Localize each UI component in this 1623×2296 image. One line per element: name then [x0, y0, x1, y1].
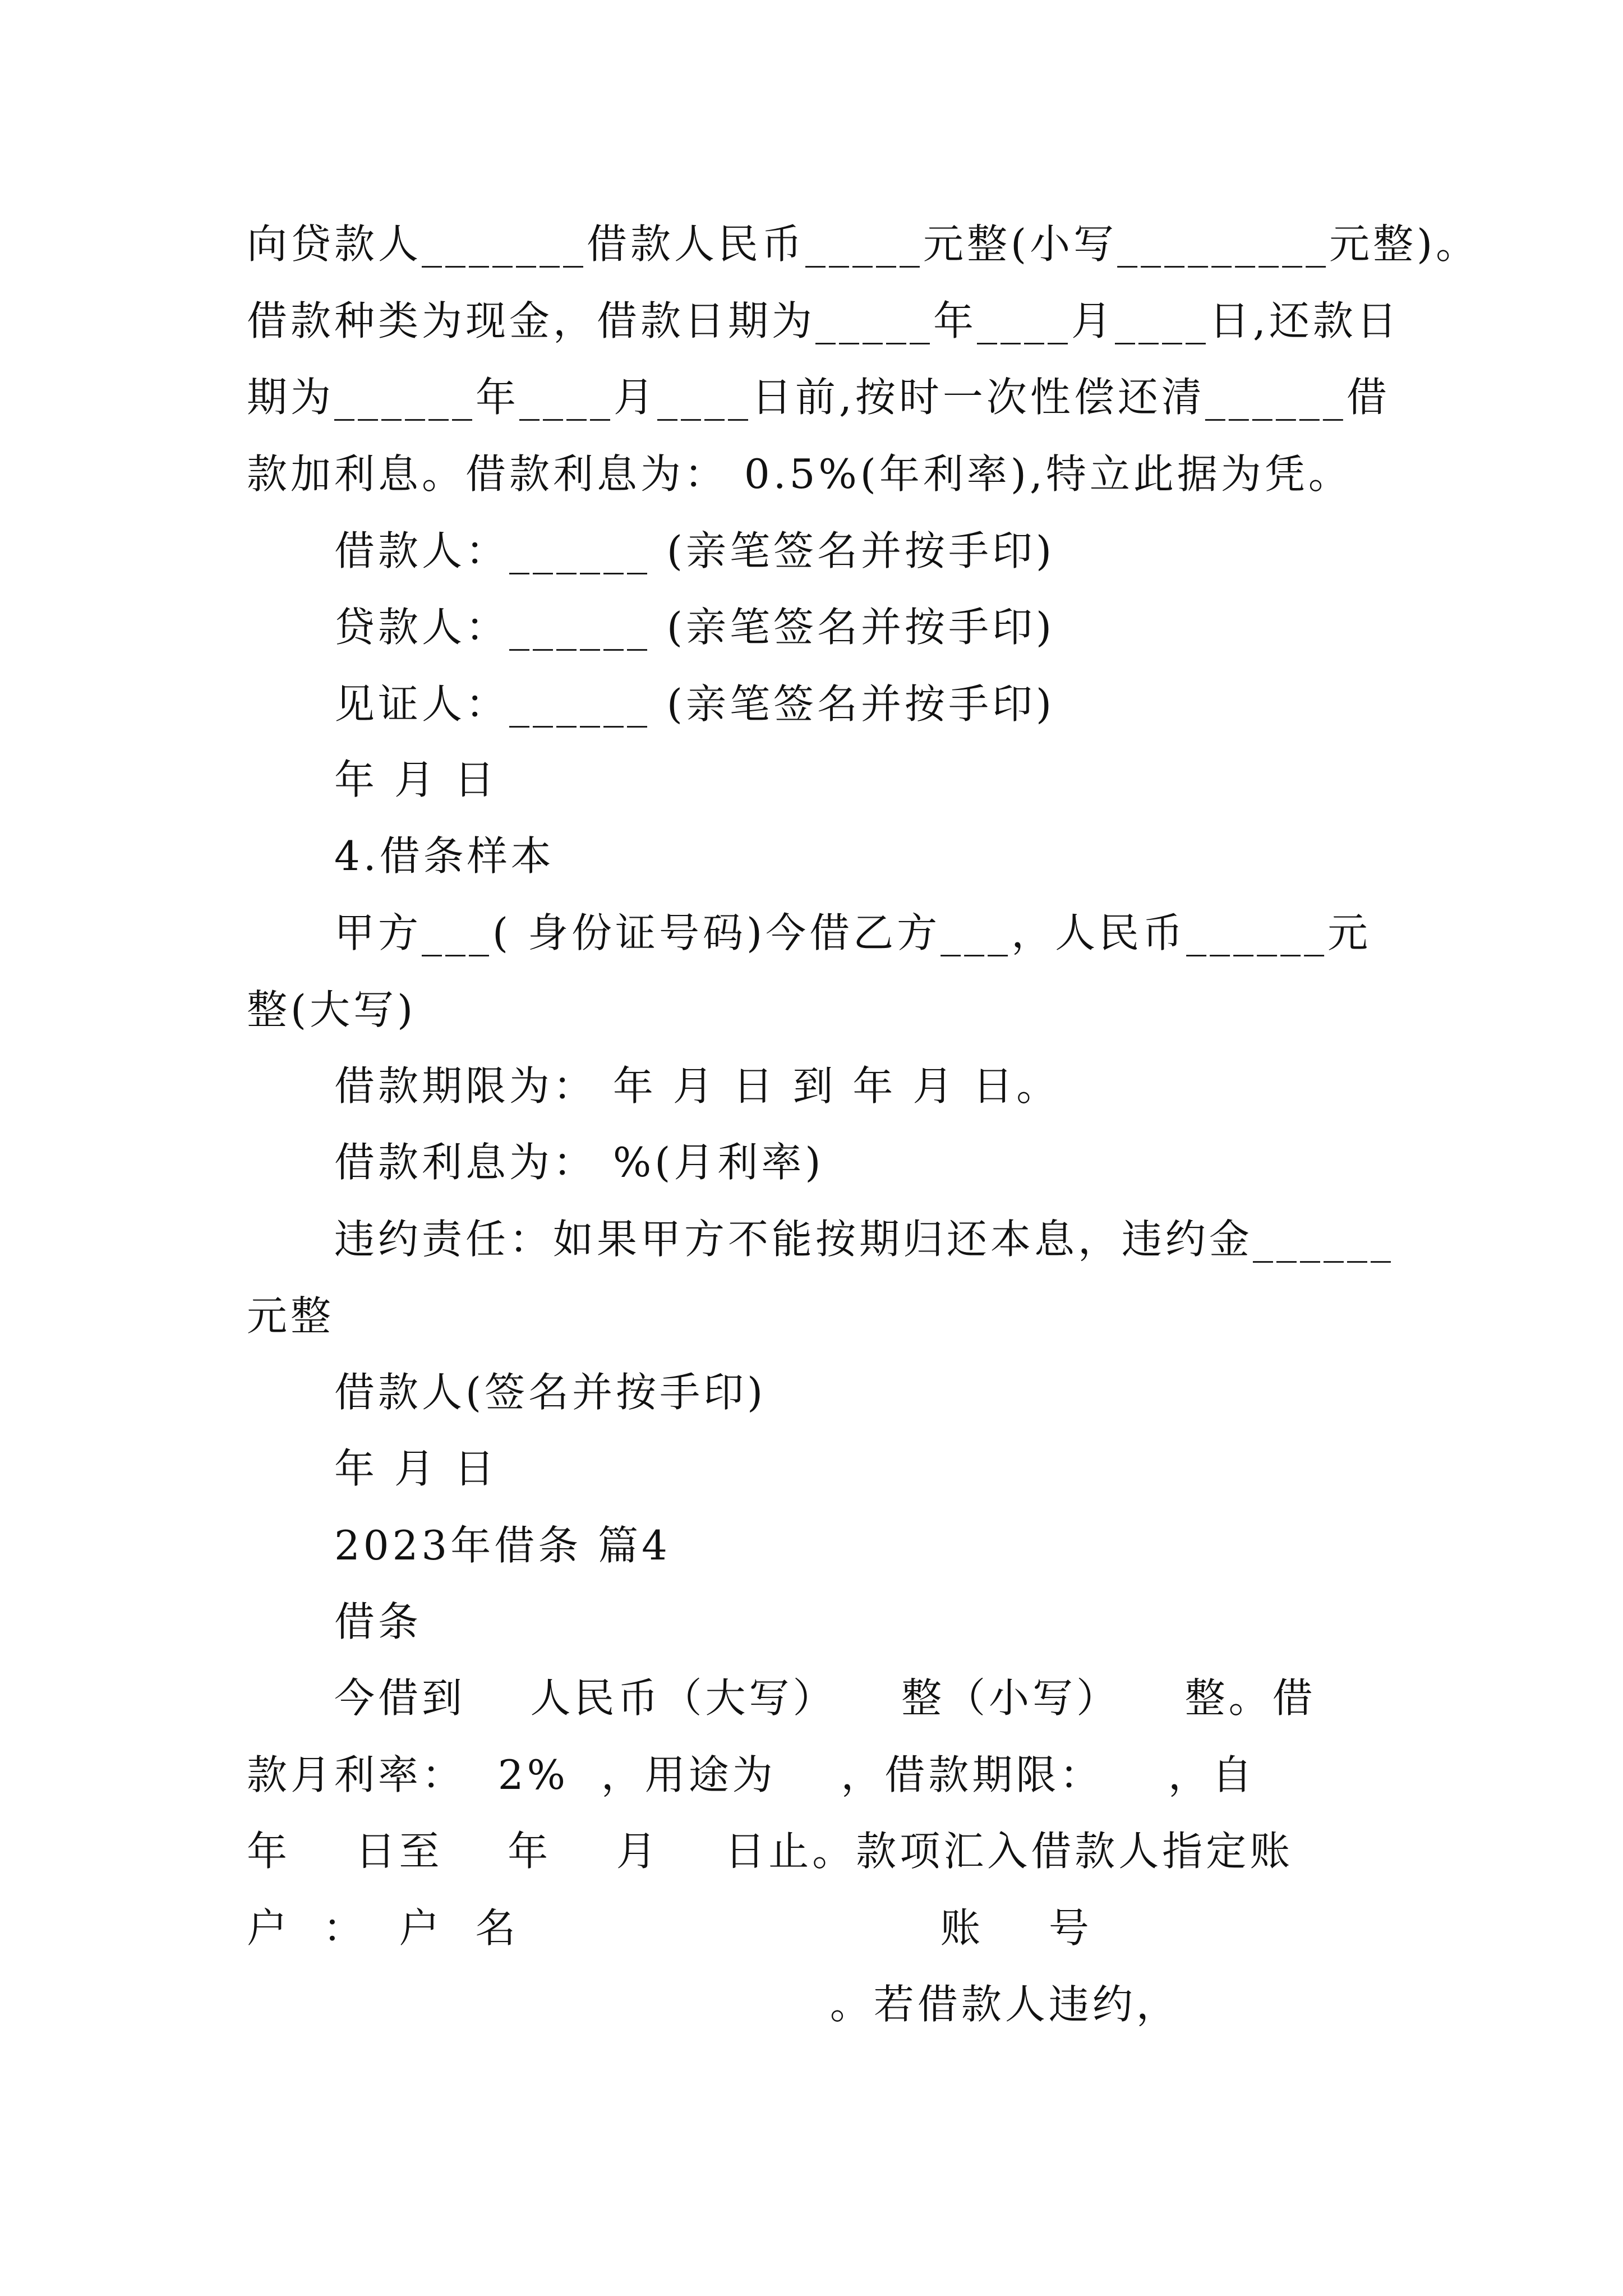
body-text-line: 户 ： 户 名 账 号	[247, 1904, 1092, 1952]
body-text-line: 甲方___( 身份证号码)今借乙方___，人民币______元	[334, 909, 1372, 956]
liability-line: 违约责任：如果甲方不能按期归还本息，违约金______	[334, 1216, 1395, 1263]
body-text-line: 整(大写)	[247, 986, 417, 1033]
borrower-signature-line: 借款人(签名并按手印)	[334, 1369, 767, 1416]
witness-signature-line: 见证人：______ (亲笔签名并按手印)	[334, 680, 1055, 728]
body-text-line: 元整	[247, 1292, 335, 1340]
interest-line: 借款利息为： %(月利率)	[334, 1139, 824, 1186]
body-text-line: 今借到 人民币（大写） 整（小写） 整。借	[334, 1674, 1316, 1722]
section-heading: 4.借条样本	[334, 832, 555, 880]
body-text-line: 款月利率： 2% ，用途为 ，借款期限： ，自	[247, 1751, 1256, 1798]
body-text-line: 向贷款人_______借款人民币_____元整(小写_________元整)。	[247, 220, 1480, 268]
date-line: 年 月 日	[334, 1445, 498, 1492]
body-text-line: 年 日至 年 月 日止。款项汇入借款人指定账	[247, 1828, 1294, 1875]
borrower-signature-line: 借款人：______ (亲笔签名并按手印)	[334, 527, 1055, 574]
date-line: 年 月 日	[334, 756, 498, 803]
body-text-line: 。若借款人违约，	[247, 1981, 1180, 2028]
body-text-line: 期为______年____月____日前,按时一次性偿还清______借	[247, 374, 1390, 421]
loan-term-line: 借款期限为： 年 月 日 到 年 月 日。	[334, 1062, 1061, 1110]
section-heading: 2023年借条 篇4	[334, 1522, 671, 1569]
document-title: 借条	[334, 1598, 422, 1645]
body-text-line: 款加利息。借款利息为： 0.5%(年利率),特立此据为凭。	[247, 450, 1352, 498]
body-text-line: 借款种类为现金，借款日期为_____年____月____日,还款日	[247, 297, 1400, 344]
lender-signature-line: 贷款人：______ (亲笔签名并按手印)	[334, 604, 1055, 651]
